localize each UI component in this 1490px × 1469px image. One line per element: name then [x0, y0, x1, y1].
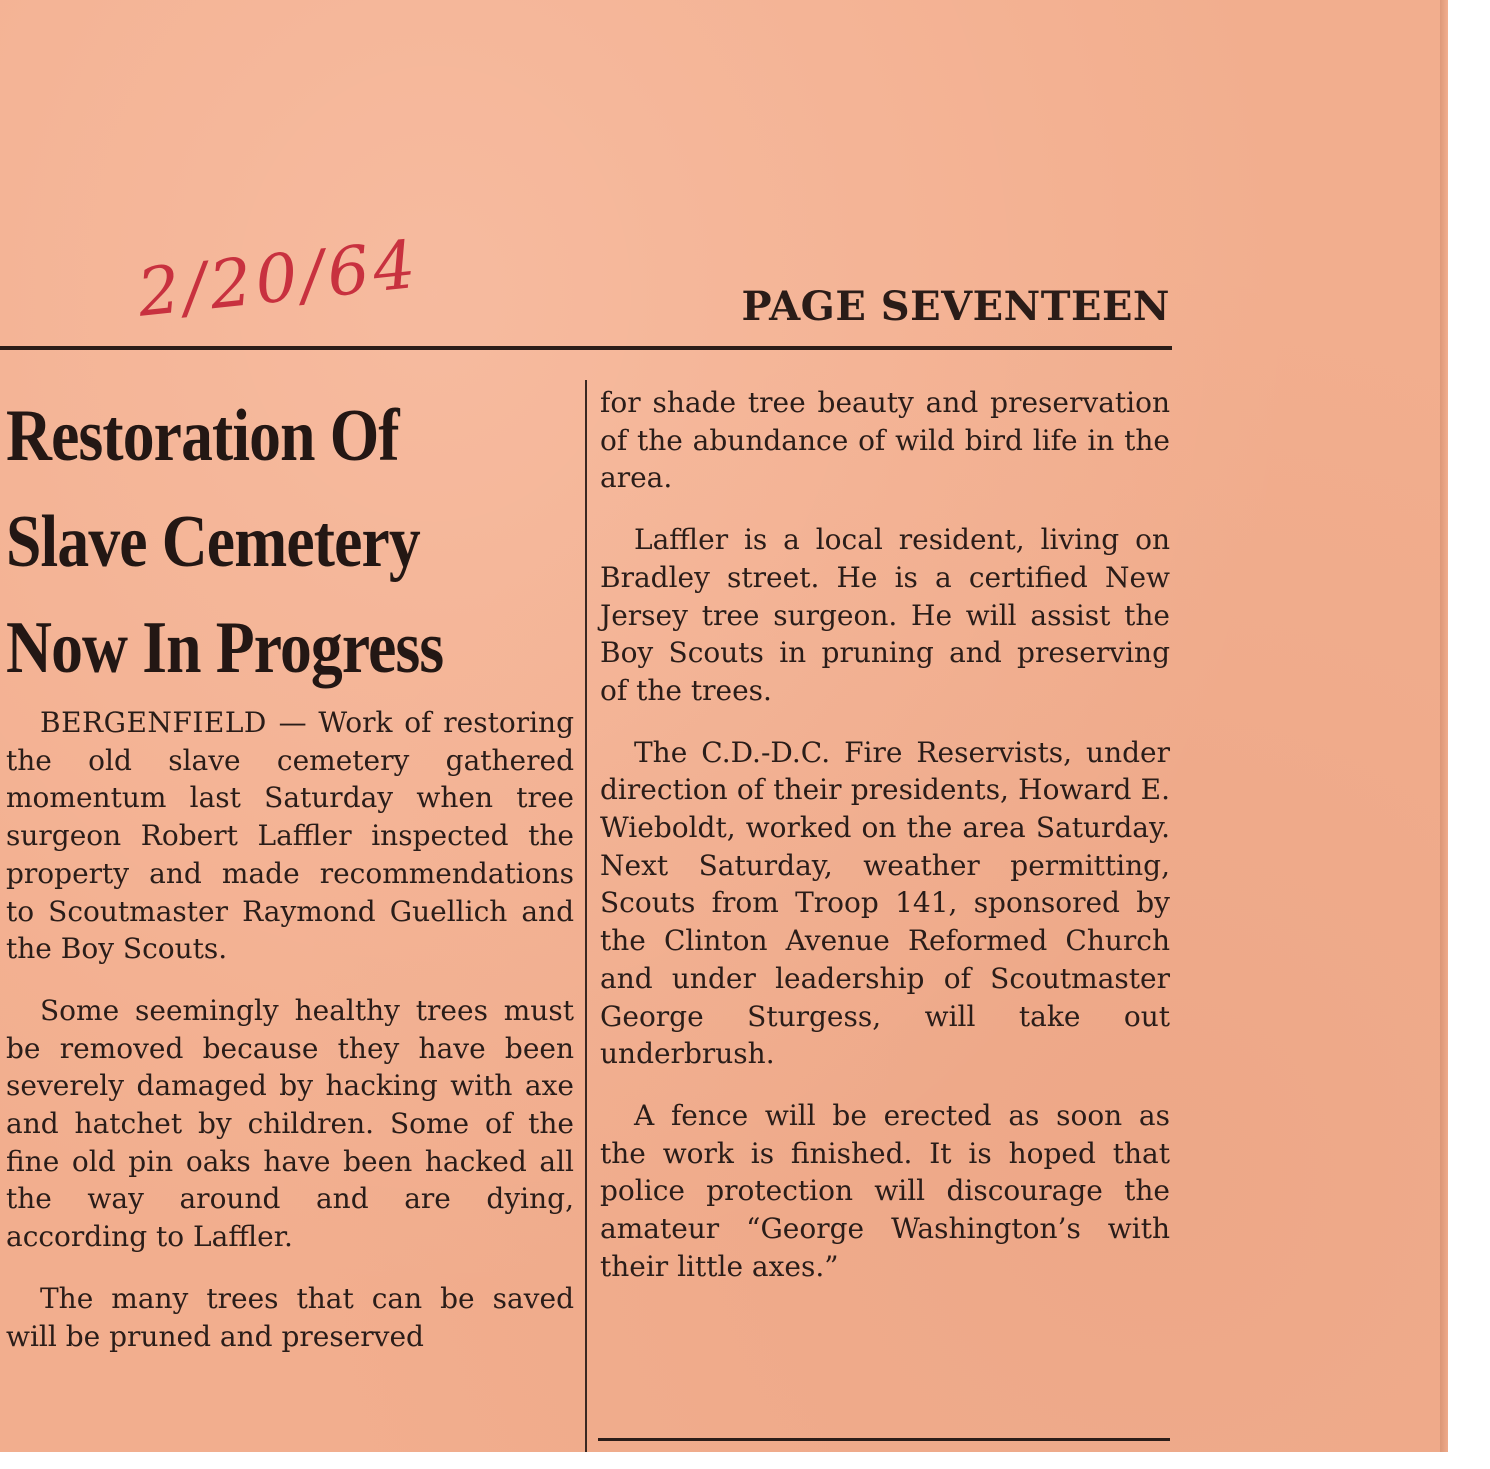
headline [6, 383, 488, 701]
headline-line-3: Now In Progress [6, 607, 444, 689]
article-paragraph: The C.D.-D.C. Fire Reservists, under direction of their presidents, Howard E. Wieboldt, worked on the area Saturday. Next Saturday, weather permitting, Scouts from Troop 141, sponsored by the Clinton Avenue Reformed Church and under leadership of Scoutmaster George Sturgess, will take out underbrush. [600, 735, 1170, 1071]
article-paragraph: Some seemingly healthy trees must be removed because they have been severely damaged by hacking with axe and hatchet by children. Some of the fine old pin oaks have been hacked all the way around and are dying, according to Laffler. [6, 993, 574, 1254]
scan-margin [0, 1452, 1448, 1469]
paper-edge-shadow [1440, 0, 1448, 1469]
article-column-left [6, 704, 574, 1379]
article-paragraph: for shade tree beauty and preservation of the abundance of wild bird life in the area. [600, 386, 1170, 495]
article-paragraph: The many trees that can be saved will be pruned and preserved [6, 1281, 574, 1353]
article-paragraph [6, 704, 574, 968]
top-rule [0, 346, 1172, 350]
article-paragraph: Laffler is a local resident, living on Bradley street. He is a certified New Jersey tree surgeon. He will assist the Boy Scouts in pruning and preserving of the trees. [600, 523, 1170, 707]
headline-line-2: Slave Cemetery [6, 501, 420, 583]
article-column-right [600, 384, 1170, 1309]
paragraph-text: — Work of restoring the old slave cemetery gathered momentum last Saturday when tree surgeon Robert Laffler inspected the property and made recommendations to Scoutmaster Raymond Guellich and the Boy Scouts. [6, 706, 574, 966]
article-paragraph: A fence will be erected as soon as the work is finished. It is hoped that police protection will discourage the amateur “George Washington’s with their little axes.” [600, 1098, 1170, 1283]
dateline: BERGENFIELD [40, 706, 267, 739]
bottom-rule [598, 1438, 1170, 1441]
headline-line-1: Restoration Of [6, 395, 399, 477]
page-label: PAGE SEVENTEEN [741, 283, 1170, 330]
column-divider [585, 380, 587, 1464]
handwritten-date: 2/20/64 [133, 225, 423, 332]
